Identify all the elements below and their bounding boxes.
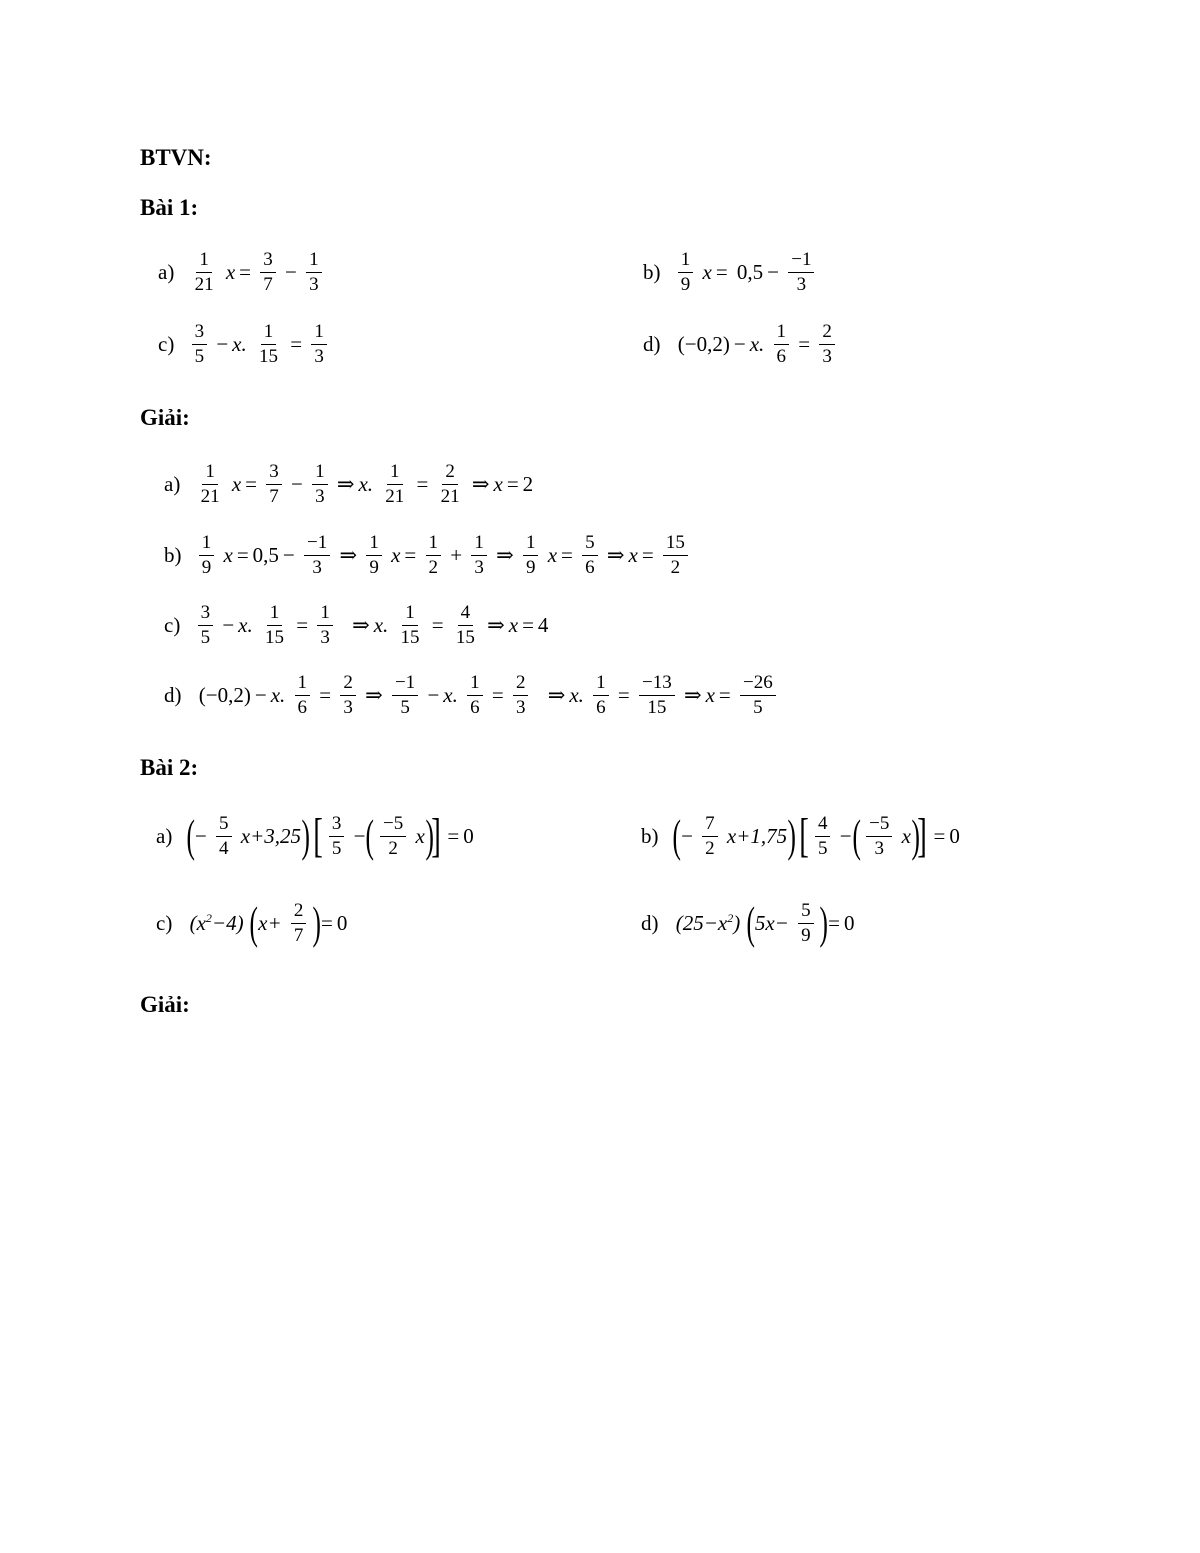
bai1-solution-d: d) (−0,2) − x. $\frac{1}{6}$ = $\frac{2}{3}$ ⇒ $\frac{-1}{5}$ − x. $\frac{1}{6}$ = $\frac{2}{3}$ ⇒ x. $\frac{1}{6}$ = $\frac{-13}{15}$ ⇒ x = $\frac{-26}{5}$ [164,673,778,718]
bai2-problem-b: b) (− $\frac{7}{2}$ x+1,75) [ $\frac{4}{5}$ −( $\frac{-5}{3}$ x)] = 0 [641,809,960,862]
heading-bai-1: Bài 1: [140,195,199,220]
heading-bai-2: Bài 2: [140,755,199,780]
bai1-problem-a: a) $\frac{1}{21}$ x = $\frac{3}{7}$ − $\frac{1}{3}$ [158,250,324,295]
heading-giai-2: Giải: [140,992,190,1017]
bai1-solution-b: b) $\frac{1}{9}$ x = 0,5 − $\frac{-1}{3}$ ⇒ $\frac{1}{9}$ x = $\frac{1}{2}$ + $\frac{1}{3}$ ⇒ $\frac{1}{9}$ x = $\frac{5}{6}$ ⇒ x = $\frac{15}{2}$ [164,533,690,578]
heading-giai-1: Giải: [140,405,190,430]
bai2-problem-a: a) (− $\frac{5}{4}$ x+3,25) [ $\frac{3}{5}$ −( $\frac{-5}{2}$ x)] = 0 [156,809,474,862]
bai1-problem-c: c) $\frac{3}{5}$ − x. $\frac{1}{15}$ = $\frac{1}{3}$ [158,322,329,367]
bai1-problem-d: d) (−0,2) − x. $\frac{1}{6}$ = $\frac{2}{3}$ [643,322,837,367]
bai1-problem-b: b) $\frac{1}{9}$ x = 0,5 − $\frac{-1}{3}$ [643,250,816,295]
bai1-solution-a: a) $\frac{1}{21}$ x = $\frac{3}{7}$ − $\frac{1}{3}$ ⇒ x. $\frac{1}{21}$ = $\frac{2}{21}$ ⇒ x = 2 [164,461,534,507]
bai1-solution-c: c) $\frac{3}{5}$ − x. $\frac{1}{15}$ = $\frac{1}{3}$ ⇒ x. $\frac{1}{15}$ = $\frac{4}{15}$ ⇒ x = 4 [164,602,549,648]
bai2-problem-c: c) $(x^2-4)$ (x+ $\frac{2}{7}$ )= 0 [156,897,348,948]
bai2-problem-d: d) $(25-x^2)$ (5x− $\frac{5}{9}$ )= 0 [641,897,855,948]
heading-btvn: BTVN: [140,145,212,170]
